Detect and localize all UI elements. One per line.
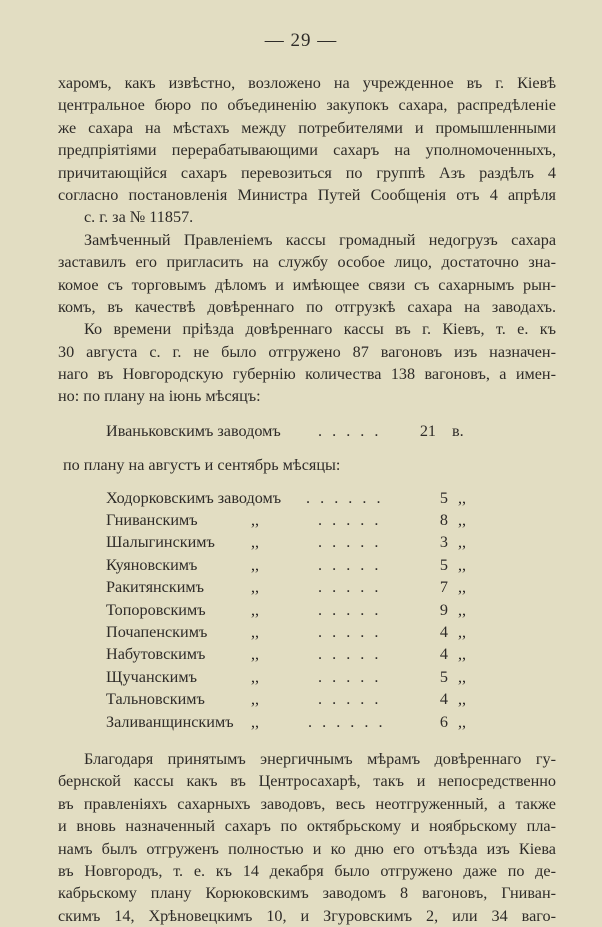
leader-dots: . . . . .: [318, 667, 382, 686]
text-line: и вновь назначенный сахаръ по октябрьскому и ноябрьскому пла-: [58, 817, 556, 836]
text-line: с. г. за № 11857.: [84, 208, 194, 227]
unit: ,,: [458, 578, 467, 597]
unit: ,,: [458, 555, 467, 574]
factory-name: Ходорковскимъ заводомъ: [106, 488, 282, 507]
text-line: комъ, въ качествѣ довѣреннаго по отгрузкѣ сахара на заводахъ.: [58, 297, 556, 316]
unit: ,,: [458, 488, 467, 507]
leader-dots: . . . . .: [318, 690, 382, 709]
ditto-mark: ,,: [251, 511, 260, 530]
wagon-count: 9: [439, 600, 448, 619]
ditto-mark: ,,: [251, 645, 260, 664]
factory-name: Почапенскимъ: [106, 622, 208, 641]
factory-name: Топоровскимъ: [106, 600, 206, 619]
leader-dots: . . . . .: [318, 578, 382, 597]
paragraph-2: [58, 229, 556, 319]
factory-name: Ракитянскимъ: [106, 578, 205, 597]
list-item: [106, 599, 486, 621]
text-line: намъ былъ отгруженъ полностью и ко дню его отъѣзда изъ Кіева: [58, 839, 556, 858]
leader-dots: . . . . .: [318, 645, 382, 664]
text-line: 30 августа с. г. не было отгружено 87 вагоновъ изъ назначен-: [58, 342, 556, 361]
page-number: — 29 —: [264, 30, 338, 51]
june-plan-list: [106, 420, 486, 442]
text-line: Замѣченный Правленіемъ кассы громадный недогрузъ сахара: [84, 230, 556, 249]
text-line: центральное бюро по объединенію закупокъ сахара, распредѣленіе: [58, 96, 556, 115]
ditto-mark: ,,: [251, 578, 260, 597]
ditto-mark: ,,: [251, 533, 260, 552]
leader-dots: . . . . .: [318, 600, 382, 619]
wagon-count: 21: [419, 421, 436, 440]
unit: ,,: [458, 600, 467, 619]
list-item: [106, 621, 486, 643]
factory-name: Куяновскимъ: [106, 555, 198, 574]
list-item: [106, 487, 486, 509]
text-line: въ Новгородъ, т. е. къ 14 декабря было отгружено даже по де-: [58, 861, 556, 880]
paragraph-1: [58, 72, 556, 229]
text-line: но: по плану на іюнь мѣсяцъ:: [58, 387, 261, 406]
ditto-mark: ,,: [251, 600, 260, 619]
text-line: причитающійся сахаръ перевозиться по группѣ Азъ раздѣлъ 4: [58, 163, 556, 182]
leader-dots: . . . . .: [318, 421, 382, 440]
unit: ,,: [458, 667, 467, 686]
list-item: [106, 688, 486, 710]
wagon-count: 6: [439, 712, 448, 731]
unit: ,,: [458, 511, 467, 530]
text-line: согласно постановленія Министра Путей Сообщенія отъ 4 апрѣля: [58, 185, 556, 204]
list-item: [106, 509, 486, 531]
ditto-mark: ,,: [251, 667, 260, 686]
leader-dots: . . . . .: [318, 533, 382, 552]
factory-list: [106, 487, 486, 733]
unit: ,,: [458, 645, 467, 664]
wagon-count: 5: [439, 555, 448, 574]
unit: ,,: [458, 533, 467, 552]
factory-name: Заливанщинскимъ: [106, 712, 234, 731]
list-item: [106, 554, 486, 576]
ditto-mark: ,,: [251, 555, 260, 574]
text-line: наго въ Новгородскую губернію количества 138 вагоновъ, а имен-: [58, 365, 556, 384]
leader-dots: . . . . .: [318, 511, 382, 530]
text-line: въ правленіяхъ сахарныхъ заводовъ, весь неотгруженный, а также: [58, 794, 556, 813]
text-line: бернской кассы какъ въ Центросахарѣ, такъ и непосредственно: [58, 772, 556, 791]
text-line: харомъ, какъ извѣстно, возложено на учрежденное въ г. Кіевѣ: [58, 74, 556, 92]
page-body: [58, 72, 556, 927]
factory-name: Гниванскимъ: [106, 511, 198, 530]
unit: ,,: [458, 622, 467, 641]
leader-dots: . . . . .: [318, 622, 382, 641]
leader-dots: . . . . .: [318, 555, 382, 574]
ditto-mark: ,,: [251, 690, 260, 709]
factory-name: Щучанскимъ: [106, 667, 197, 686]
wagon-count: 3: [439, 533, 448, 552]
unit: в.: [452, 421, 464, 440]
leader-dots: . . . . . .: [306, 488, 384, 507]
text-line: скимъ 14, Хрѣновецкимъ 10, и Згуровскимъ 2, или 34 ваго-: [58, 906, 556, 925]
list-item: [106, 643, 486, 665]
factory-name: Иваньковскимъ заводомъ: [106, 421, 281, 440]
leader-dots: . . . . . .: [308, 712, 386, 731]
list-item: [106, 420, 486, 442]
text-line: Ко времени пріѣзда довѣреннаго кассы въ г. Кіевъ, т. е. къ: [84, 320, 556, 339]
wagon-count: 4: [439, 645, 448, 664]
text-line: комое съ торговымъ дѣломъ и имѣющее связи съ сахарнымъ рын-: [58, 275, 556, 294]
paragraph-3: [58, 318, 556, 408]
list-item: [106, 666, 486, 688]
factory-name: Набутовскимъ: [106, 645, 206, 664]
text-line: кабрьскому плану Корюковскимъ заводомъ 8 вагоновъ, Гниван-: [58, 884, 556, 903]
unit: ,,: [458, 690, 467, 709]
wagon-count: 4: [439, 622, 448, 641]
list-item: [106, 531, 486, 553]
wagon-count: 8: [439, 511, 448, 530]
text-line: предпріятіями перерабатывающими сахаръ на уполномоченныхъ,: [58, 141, 556, 160]
wagon-count: 5: [439, 488, 448, 507]
ditto-mark: ,,: [251, 622, 260, 641]
list-item: [106, 576, 486, 598]
wagon-count: 7: [439, 578, 448, 597]
wagon-count: 4: [439, 690, 448, 709]
paragraph-4: [58, 748, 556, 927]
wagon-count: 5: [439, 667, 448, 686]
text-line: заставилъ его пригласить на службу особое лицо, достаточно зна-: [58, 253, 556, 272]
ditto-mark: ,,: [251, 712, 260, 731]
text-line: же сахара на мѣстахъ между потребителями и промышленными: [58, 118, 556, 137]
aug-sep-heading: по плану на августъ и сентябрь мѣсяцы:: [63, 456, 341, 475]
list-item: [106, 711, 486, 733]
text-line: Благодаря принятымъ энергичнымъ мѣрамъ довѣреннаго гу-: [84, 749, 556, 768]
unit: ,,: [458, 712, 467, 731]
factory-name: Шалыгинскимъ: [106, 533, 215, 552]
factory-name: Тальновскимъ: [106, 690, 205, 709]
